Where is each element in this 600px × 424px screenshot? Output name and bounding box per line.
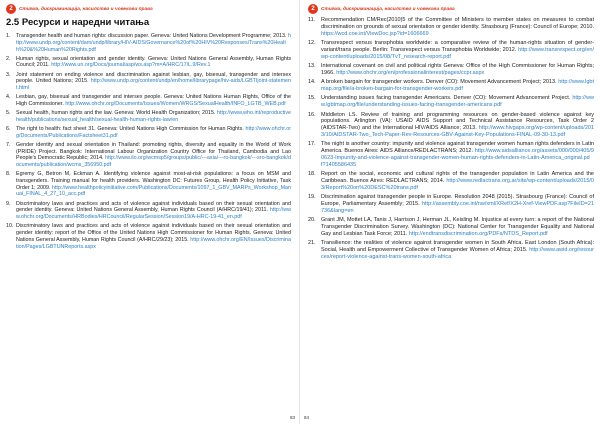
reference-link[interactable]: http://www.ohchr.org/EN/Issues/Discrimination/Pages/LGBTUNReports.aspx	[16, 236, 291, 250]
reference-item	[6, 223, 291, 250]
reference-text: Joint statement on ending violence and discrimination against lesbian, gay, bisexual, transgender and intersex people. United Nations; 2015.	[16, 71, 291, 85]
reference-item	[6, 142, 291, 169]
reference-body	[321, 171, 594, 191]
reference-body	[321, 194, 594, 214]
reference-link[interactable]: http://assembly.coe.int/nw/xml/XRef/X2H-Xref-ViewPDF.asp?FileID=21736&lang=en	[321, 200, 594, 214]
chapter-running-title: Стигма, дискриминација, насилство и човекови права	[19, 6, 153, 12]
reference-item	[308, 63, 594, 77]
reference-number: 3.	[6, 71, 11, 78]
reference-link[interactable]: http://www.hivgaps.org/wp-content/uploads/2013/10/AIDSTAR-Two_Tech-Paper-Rev-Resources-GBV-Against-Key-Populations-FINAL-09-30-13.pdf	[321, 125, 594, 138]
reference-body	[16, 94, 291, 108]
reference-body	[321, 17, 594, 37]
reference-link[interactable]: http://www.un.org/Docs/journal/asp/ws.asp?m=A/HRC/17/L.9/Rev.1	[51, 62, 211, 69]
reference-number: 2.	[6, 55, 11, 62]
reference-item	[6, 201, 291, 221]
chapter-running-title: Стигма, дискриминација, насилство и човекови права	[321, 6, 455, 12]
reference-item	[308, 112, 594, 139]
reference-number: 18.	[308, 171, 316, 178]
right-page	[300, 0, 600, 424]
reference-body	[16, 142, 291, 169]
reference-item	[308, 95, 594, 109]
reference-item	[308, 40, 594, 60]
reference-item	[6, 72, 291, 92]
reference-item	[308, 217, 594, 237]
reference-link[interactable]: http://www.healthpolicyinitiative.com/Publications/Documents/1097_1_GBV_MARPs_Workshop_Manual_FINAL_4_27_10_acc.pdf	[16, 184, 291, 198]
reference-link[interactable]: http://www.aidsalliance.org/assets/000/000/405/90623-Impunity-and-violence-against-transgender-women-human-rights-defenders-in-Latin-America_original.pdf?1405586435	[321, 148, 594, 168]
reference-body	[321, 240, 594, 260]
page-number: 83	[289, 415, 295, 420]
reference-text: The night is another country: impunity and violence against transgender women human rights defenders in Latin America. Buenos Aires: AIDS Alliance/REDLACTRANS; 2012.	[321, 141, 594, 155]
reference-link[interactable]: http://www.ohchr.org/Documents/HRBodies/HRCouncil/RegularSession/Session19/A-HRC-19-41_en.pdf	[16, 207, 291, 221]
reference-body	[321, 79, 594, 93]
reference-link[interactable]: http://www.transrespect.org/en/wp-content/uploads/2015/08/TvT_research-report.pdf	[321, 46, 594, 60]
reference-number: 17.	[308, 141, 316, 148]
reference-link[interactable]: https://wcd.coe.int/ViewDoc.jsp?id=1606669	[321, 30, 429, 37]
reference-link[interactable]: http://www.undp.org/content/dam/undp/library/HIV-AIDS/Governance%20of%20HIV%20Responses/Trans%20Health%20&%20Human%20Rights.pdf	[16, 33, 291, 53]
reference-text: Sexual health, human rights and the law. Geneva: World Health Organization; 2015.	[16, 110, 216, 117]
reference-body	[16, 171, 291, 198]
reference-text: A broken bargain for transgender workers. Denver (CO): Movement Advancement Project; 2013.	[321, 79, 557, 86]
reference-link[interactable]: http://www.who.int/reproductivehealth/publications/sexual_health/sexual-health-human-rights-law/en	[16, 110, 291, 123]
reference-body	[321, 217, 594, 237]
reference-text: Discriminatory laws and practices and acts of violence against individuals based on their sexual orientation and gender identity: report of the Office of the United Nations High Commissioner for Human Rights. Geneva: United Nations General Assembly, Human Rights Council (A/HRC/29/23); 2015.	[16, 223, 291, 243]
reference-body	[16, 33, 291, 53]
reference-item	[308, 141, 594, 168]
reference-list	[308, 17, 594, 260]
reference-item	[6, 110, 291, 124]
reference-list	[6, 33, 291, 250]
reference-number: 12.	[308, 39, 316, 46]
reference-item	[6, 126, 291, 140]
reference-item	[308, 17, 594, 37]
reference-body	[16, 201, 291, 221]
reference-body	[321, 112, 594, 139]
reference-link[interactable]: http://www.redlactrans.org.ar/site/wp-content/uploads/2015/03/Report%20on%20DESC%20trans.pdf	[321, 177, 594, 191]
reference-body	[16, 110, 291, 124]
reference-number: 19.	[308, 194, 316, 201]
reference-link[interactable]: http://www.ohchr.org/Documents/Publications/Factsheet31.pdf	[16, 125, 291, 139]
reference-item	[308, 240, 594, 260]
reference-text: Report on the social, economic and cultural rights of the transgender population in Latin America and the Caribbean. Buenos Aires: REDLACTRANS; 2014.	[321, 171, 594, 184]
reference-text: The right to health: fact sheet 31. Geneva: United Nations High Commission for Human Rights.	[16, 125, 244, 132]
page-header	[6, 4, 291, 14]
page-header	[308, 4, 594, 14]
reference-number: 16.	[308, 111, 316, 118]
reference-text: International covenant on civil and political rights Geneva: Office of the High Commissioner for Human Rights; 1966.	[321, 62, 594, 76]
reference-number: 4.	[6, 94, 11, 101]
page-number: 84	[304, 415, 310, 420]
reference-number: 7.	[6, 141, 11, 148]
reference-body	[321, 40, 594, 60]
chapter-badge: 2	[308, 4, 318, 14]
reference-number: 11.	[308, 17, 316, 23]
reference-item	[6, 94, 291, 108]
reference-body	[16, 72, 291, 92]
reference-number: 6.	[6, 125, 11, 132]
reference-link[interactable]: http://www.awid.org/resources/report-violence-against-trans-women-south-africa	[321, 246, 594, 260]
reference-body	[321, 141, 594, 168]
reference-number: 8.	[6, 171, 11, 178]
reference-number: 10.	[6, 223, 14, 230]
reference-link[interactable]: http://www.ohchr.org/Documents/Issues/Women/WRGS/SexualHealth/INFO_LGTB_WEB.pdf	[65, 100, 286, 107]
reference-number: 21.	[308, 240, 316, 247]
reference-text: Gender identity and sexual orientation in Thailand: promoting rights, diversity and equality in the World of Work (PRIDE) Project. Bangkok: International Labour Organization Country Office for Thailand, Cambodia and Lao People's Democratic Republic; 2014.	[16, 141, 291, 162]
section-title: 2.5 Ресурси и наредни читања	[6, 17, 150, 28]
reference-text: Human rights, sexual orientation and gender identity. Geneva: United Nations General Assembly, Human Rights Council; 2011.	[16, 55, 291, 69]
reference-link[interactable]: http://www.ilo.org/wcmsp5/groups/public/---asia/---ro-bangkok/---sro-bangkok/documents/publication/wcms_356950.pdf	[16, 155, 291, 169]
chapter-badge: 2	[6, 4, 16, 14]
reference-body	[321, 63, 594, 77]
reference-text: Transrespect versus transphobia worldwide: a comparative review of the human-rights situation of gender-variant/trans people. Berlin: Transrespect versus Transphobia Worldwide; 2012.	[321, 39, 594, 53]
reference-body	[16, 223, 291, 250]
reference-text: Understanding issues facing transgender Americans. Denver (CO): Movement Advancement Project.	[321, 95, 571, 102]
reference-number: 1.	[6, 33, 11, 39]
reference-text: Transgender health and human rights: discussion paper. Geneva: United Nations Development Programme; 2013.	[16, 33, 287, 39]
reference-number: 13.	[308, 62, 316, 69]
reference-number: 20.	[308, 217, 316, 224]
reference-link[interactable]: http://www.lgbtmap.org/file/understanding-issues-facing-transgender-americans.pdf	[321, 95, 595, 109]
reference-item	[6, 171, 291, 198]
reference-number: 15.	[308, 95, 316, 102]
reference-text: Discriminatory laws and practices and acts of violence against individuals based on their sexual orientation and gender identity. Geneva: United Nations General Assembly, Human Rights Council (A/HRC/19/41); 2011.	[16, 200, 291, 214]
reference-item	[308, 171, 594, 191]
reference-text: Grant JM, Mottet LA, Tanis J, Harrison J, Herman JL, Keisling M. Injustice at every turn: a report of the National Transgender Discrimination Survey. Washington (DC): National Center for Transgender Equality and National Gay and Lesbian Task Force; 2011.	[321, 217, 594, 237]
reference-link[interactable]: http://www.ohchr.org/en/professionalinterest/pages/ccpr.aspx	[336, 69, 485, 76]
reference-item	[6, 56, 291, 70]
reference-link[interactable]: http://www.lgbtmap.org/file/a-broken-bargain-for-transgender-workers.pdf	[321, 79, 594, 92]
reference-body	[16, 56, 291, 70]
reference-text: Discrimination against transgender people in Europe. Resolution 2048 (2015). Strasbourg (France): Council of Europe, Parliamentary Assembly; 2015.	[321, 194, 594, 207]
reference-body	[16, 126, 291, 140]
reference-link[interactable]: http://endtransdiscrimination.org/PDFs/NTDS_Report.pdf	[408, 230, 548, 237]
reference-item	[308, 194, 594, 214]
reference-text: Transilience: the realities of violence against transgender women in South Africa. East London (South Africa): Social, Health and Empowerment Collective of Transgender Women of Africa; 2015.	[321, 240, 594, 253]
reference-text: Egremy G, Betron M, Eckman A. Identifying violence against most-at-risk populations: a focus on MSM and transgenders. Training manual for health providers. Washington DC: Futures Group, Health Policy Initiative, Task Order 1; 2009.	[16, 171, 291, 191]
reference-text: Lesbian, gay, bisexual and transgender and intersex people. Geneva: United Nations Human Rights, Office of the High Commissioner.	[16, 94, 291, 107]
reference-text: Middleton LS. Review of training and programming resources on gender-based violence against key populations. Arlington (VA): USAID AIDS Support and Technical Assistance Resources, Task Order 2 (AIDSTAR-Two) and the International HIV/AIDS Alliance; 2013.	[321, 111, 594, 132]
reference-body	[321, 95, 594, 109]
reference-number: 14.	[308, 79, 316, 86]
reference-number: 5.	[6, 110, 11, 117]
reference-item	[6, 33, 291, 53]
reference-item	[308, 79, 594, 93]
reference-number: 9.	[6, 200, 11, 207]
reference-text: Recommendation CM/Rec(2010)5 of the Committee of Ministers to member states on measures to combat discrimination on grounds of sexual orientation or gender identity. Strasbourg (France): Council of Europe; 2010.	[321, 17, 594, 30]
reference-link[interactable]: http://www.undp.org/content/undp/en/home/librarypage/hiv-aids/LGBTIjoint-statement.html	[16, 78, 291, 92]
